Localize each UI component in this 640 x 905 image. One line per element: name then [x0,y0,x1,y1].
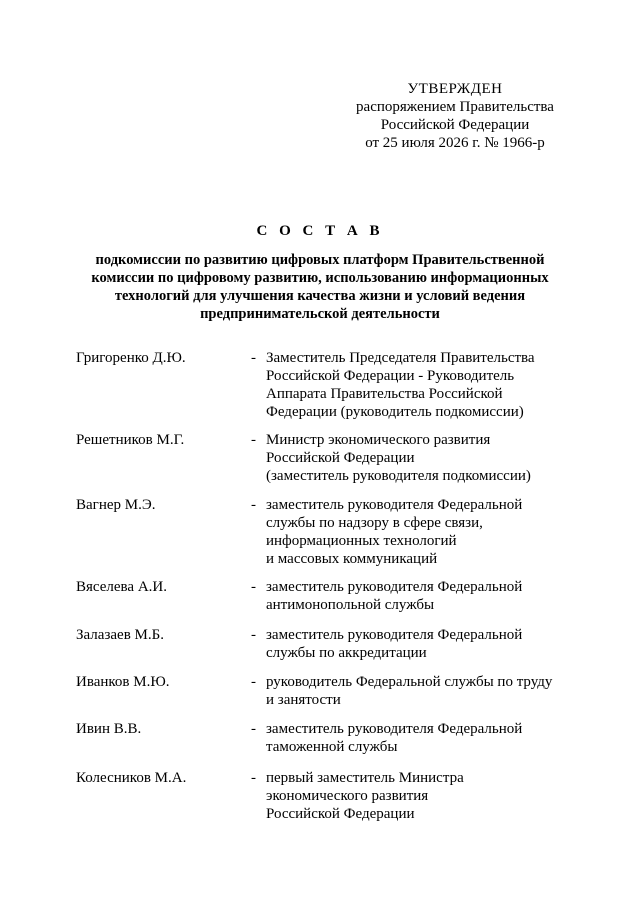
member-name: Залазаев М.Б. [76,627,164,643]
member-name: Ивин В.В. [76,721,142,737]
member-dash: - [251,770,256,786]
subtitle-line: подкомиссии по развитию цифровых платформ Правительственной [95,252,545,268]
member-dash: - [251,627,256,643]
member-role [266,673,576,709]
member-role-line: Российской Федерации [266,806,415,822]
member-role-line: экономического развития [266,788,429,804]
member-role [266,431,576,485]
member-role-line: Российской Федерации - Руководитель [266,368,515,384]
approval-date-number: от 25 июля 2026 г. № 1966-р [365,135,545,151]
approval-authority-line: Российской Федерации [380,117,530,133]
member-name: Решетников М.Г. [76,432,185,448]
member-role [266,769,576,823]
approval-stamp-word: УТВЕРЖДЕН [407,81,503,97]
member-role [266,626,576,662]
member-dash: - [251,432,256,448]
member-role-line: антимонопольной службы [266,597,435,613]
subtitle-line: предпринимательской деятельности [200,306,440,322]
member-role-line: заместитель руководителя Федеральной [266,497,523,513]
member-role-line: (заместитель руководителя подкомиссии) [266,468,531,484]
member-role-line: Российской Федерации [266,450,415,466]
subtitle-line: комиссии по цифровому развитию, использованию информационных [91,270,549,286]
member-role-line: службы по аккредитации [266,645,427,661]
member-dash: - [251,674,256,690]
document-subtitle [40,251,600,323]
member-role [266,349,576,421]
document-title: С О С Т А В [256,223,384,239]
member-role-line: заместитель руководителя Федеральной [266,627,523,643]
member-name: Григоренко Д.Ю. [76,350,186,366]
member-role [266,578,576,614]
member-role [266,720,576,756]
member-role-line: руководитель Федеральной службы по труду [266,674,553,690]
member-name: Вяселева А.И. [76,579,168,595]
member-role-line: Федерации (руководитель подкомиссии) [266,404,524,420]
member-role [266,496,576,568]
member-role-line: первый заместитель Министра [266,770,464,786]
member-dash: - [251,579,256,595]
member-dash: - [251,497,256,513]
member-name: Колесников М.А. [76,770,187,786]
member-role-line: службы по надзору в сфере связи, [266,515,483,531]
member-role-line: и занятости [266,692,341,708]
member-dash: - [251,350,256,366]
member-role-line: информационных технологий [266,533,457,549]
member-role-line: заместитель руководителя Федеральной [266,579,523,595]
member-name: Вагнер М.Э. [76,497,156,513]
member-name: Иванков М.Ю. [76,674,170,690]
member-dash: - [251,721,256,737]
member-role-line: Министр экономического развития [266,432,491,448]
subtitle-line: технологий для улучшения качества жизни и условий ведения [114,288,526,304]
member-role-line: Аппарата Правительства Российской [266,386,503,402]
member-role-line: таможенной службы [266,739,398,755]
member-role-line: и массовых коммуникаций [266,551,438,567]
approval-block [330,80,580,152]
approval-order-line: распоряжением Правительства [356,99,554,115]
member-role-line: Заместитель Председателя Правительства [266,350,535,366]
member-role-line: заместитель руководителя Федеральной [266,721,523,737]
